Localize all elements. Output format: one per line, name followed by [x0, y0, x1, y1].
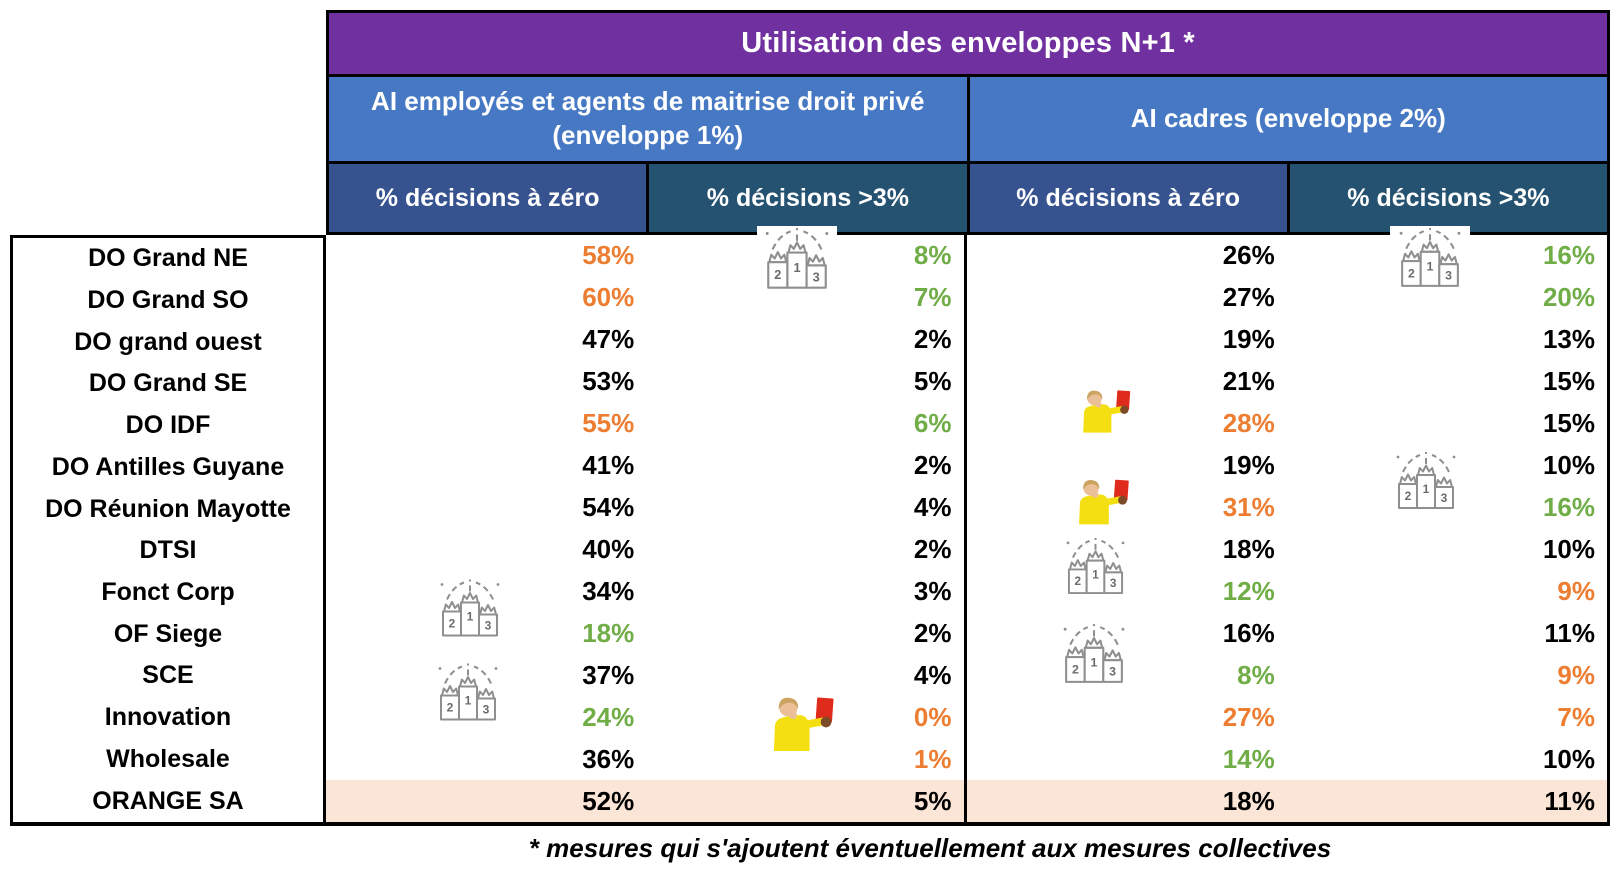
podium-icon [757, 226, 837, 292]
value-cell: 19% [1222, 450, 1275, 481]
value-cell: 15% [1542, 408, 1595, 439]
value-cell: 55% [582, 408, 635, 439]
row-label: DO Grand SE [88, 369, 248, 398]
row-label: DO grand ouest [74, 327, 262, 356]
svg-text:2: 2 [774, 267, 782, 283]
value-cell: 26% [1222, 240, 1275, 271]
value-cell: 5% [646, 780, 966, 822]
value-cell: 37% [582, 659, 635, 690]
value-cell: 11% [1544, 617, 1595, 648]
svg-text:2: 2 [1404, 489, 1412, 503]
row-label: OF Siege [113, 619, 223, 648]
table-title: Utilisation des enveloppes N+1 * [329, 13, 1607, 74]
podium-icon [435, 577, 505, 640]
svg-text:3: 3 [812, 269, 820, 285]
value-cell: 7% [646, 277, 966, 319]
value-cell: 24% [582, 701, 635, 732]
value-cell: 53% [582, 366, 635, 397]
row-labels-column [10, 235, 326, 826]
row-label: SCE [142, 661, 194, 690]
svg-text:1: 1 [1422, 482, 1430, 496]
value-cell: 14% [1222, 743, 1275, 774]
column-header-decisions-zero-employes: % décisions à zéro [329, 164, 646, 232]
value-cell: 52% [326, 780, 646, 822]
value-cell: 13% [1542, 324, 1595, 355]
column-header-decisions-gt3-cadres: % décisions >3% [1290, 164, 1607, 232]
svg-text:2: 2 [448, 616, 456, 631]
value-cell: 41% [582, 450, 635, 481]
svg-text:2: 2 [446, 700, 454, 715]
row-label: DO Grand SO [87, 286, 249, 315]
svg-text:3: 3 [1109, 664, 1117, 679]
footnote: * mesures qui s'ajoutent éventuellement aux mesures collectives [528, 833, 1332, 863]
podium-icon [1388, 450, 1464, 512]
value-cell: 16% [1542, 492, 1595, 523]
red-card-icon [753, 695, 845, 751]
svg-text:3: 3 [1445, 268, 1453, 283]
value-cell: 5% [646, 361, 966, 403]
value-cell: 1% [646, 738, 966, 780]
podium-icon [1058, 536, 1133, 597]
podium-icon [433, 661, 503, 724]
value-cell: 2% [646, 319, 966, 361]
row-label: DTSI [139, 536, 197, 565]
svg-text:3: 3 [484, 618, 492, 633]
value-cell: 7% [1557, 701, 1595, 732]
value-cell: 18% [582, 617, 635, 648]
red-card-icon [1068, 386, 1138, 435]
value-cell: 54% [582, 492, 635, 523]
svg-text:3: 3 [1109, 576, 1117, 591]
value-cell: 20% [1542, 282, 1595, 313]
value-cell: 10% [1542, 743, 1595, 774]
value-cell: 3% [646, 570, 966, 612]
value-cell: 8% [646, 235, 966, 277]
value-cell: 58% [582, 240, 635, 271]
row-label: DO Réunion Mayotte [45, 494, 291, 523]
value-cell: 10% [1542, 533, 1595, 564]
data-grid [326, 235, 1610, 826]
podium-icon [1390, 226, 1470, 290]
value-cell: 19% [1222, 324, 1275, 355]
svg-text:1: 1 [1090, 655, 1098, 670]
row-label: Innovation [104, 703, 232, 732]
value-cell: 4% [646, 654, 966, 696]
svg-text:1: 1 [1092, 567, 1099, 582]
group-header-employes: AI employés et agents de maitrise droit privé (enveloppe 1%) [329, 77, 967, 161]
value-cell: 18% [1222, 533, 1275, 564]
value-cell: 27% [1222, 282, 1275, 313]
svg-text:2: 2 [1074, 574, 1082, 589]
value-cell: 12% [1222, 575, 1275, 606]
value-cell: 18% [967, 780, 1287, 822]
value-cell: 16% [1222, 617, 1275, 648]
value-cell: 2% [646, 445, 966, 487]
column-header-decisions-zero-cadres: % décisions à zéro [970, 164, 1287, 232]
table-header [326, 10, 1610, 235]
value-cell: 47% [582, 324, 635, 355]
svg-text:1: 1 [793, 259, 801, 275]
row-label: DO IDF [125, 411, 211, 440]
value-cell: 27% [1222, 701, 1275, 732]
value-cell: 4% [646, 487, 966, 529]
row-label: ORANGE SA [92, 786, 244, 815]
row-label: DO Grand NE [88, 244, 248, 273]
row-labels [13, 238, 323, 822]
podium-icon [1056, 622, 1132, 686]
value-cell: 31% [1222, 492, 1275, 523]
value-cell: 28% [1222, 408, 1275, 439]
value-cell: 6% [646, 403, 966, 445]
svg-text:1: 1 [464, 693, 472, 708]
row-label: Wholesale [106, 744, 230, 773]
value-cell: 10% [1542, 450, 1595, 481]
value-cell: 8% [1237, 659, 1275, 690]
svg-text:3: 3 [482, 702, 490, 717]
value-cell: 2% [646, 612, 966, 654]
value-cell: 40% [582, 533, 635, 564]
value-cell: 60% [582, 282, 635, 313]
value-cell: 2% [646, 528, 966, 570]
svg-text:1: 1 [1426, 259, 1434, 274]
value-cell: 9% [1557, 575, 1595, 606]
row-label: DO Antilles Guyane [51, 452, 285, 481]
svg-text:2: 2 [1407, 266, 1415, 281]
value-cell: 36% [582, 743, 635, 774]
row-label: Fonct Corp [101, 578, 235, 607]
value-cell: 16% [1542, 240, 1595, 271]
red-card-icon [1063, 476, 1137, 526]
svg-text:1: 1 [466, 609, 474, 624]
value-cell: 21% [1222, 366, 1275, 397]
value-cell: 9% [1557, 659, 1595, 690]
value-cell: 11% [1287, 780, 1607, 822]
svg-text:2: 2 [1071, 662, 1079, 677]
svg-text:3: 3 [1440, 491, 1448, 505]
value-cell: 15% [1542, 366, 1595, 397]
value-cell: 0% [646, 696, 966, 738]
column-header-decisions-gt3-employes: % décisions >3% [649, 164, 966, 232]
group-header-cadres: AI cadres (enveloppe 2%) [970, 77, 1608, 161]
value-cell: 34% [582, 575, 635, 606]
